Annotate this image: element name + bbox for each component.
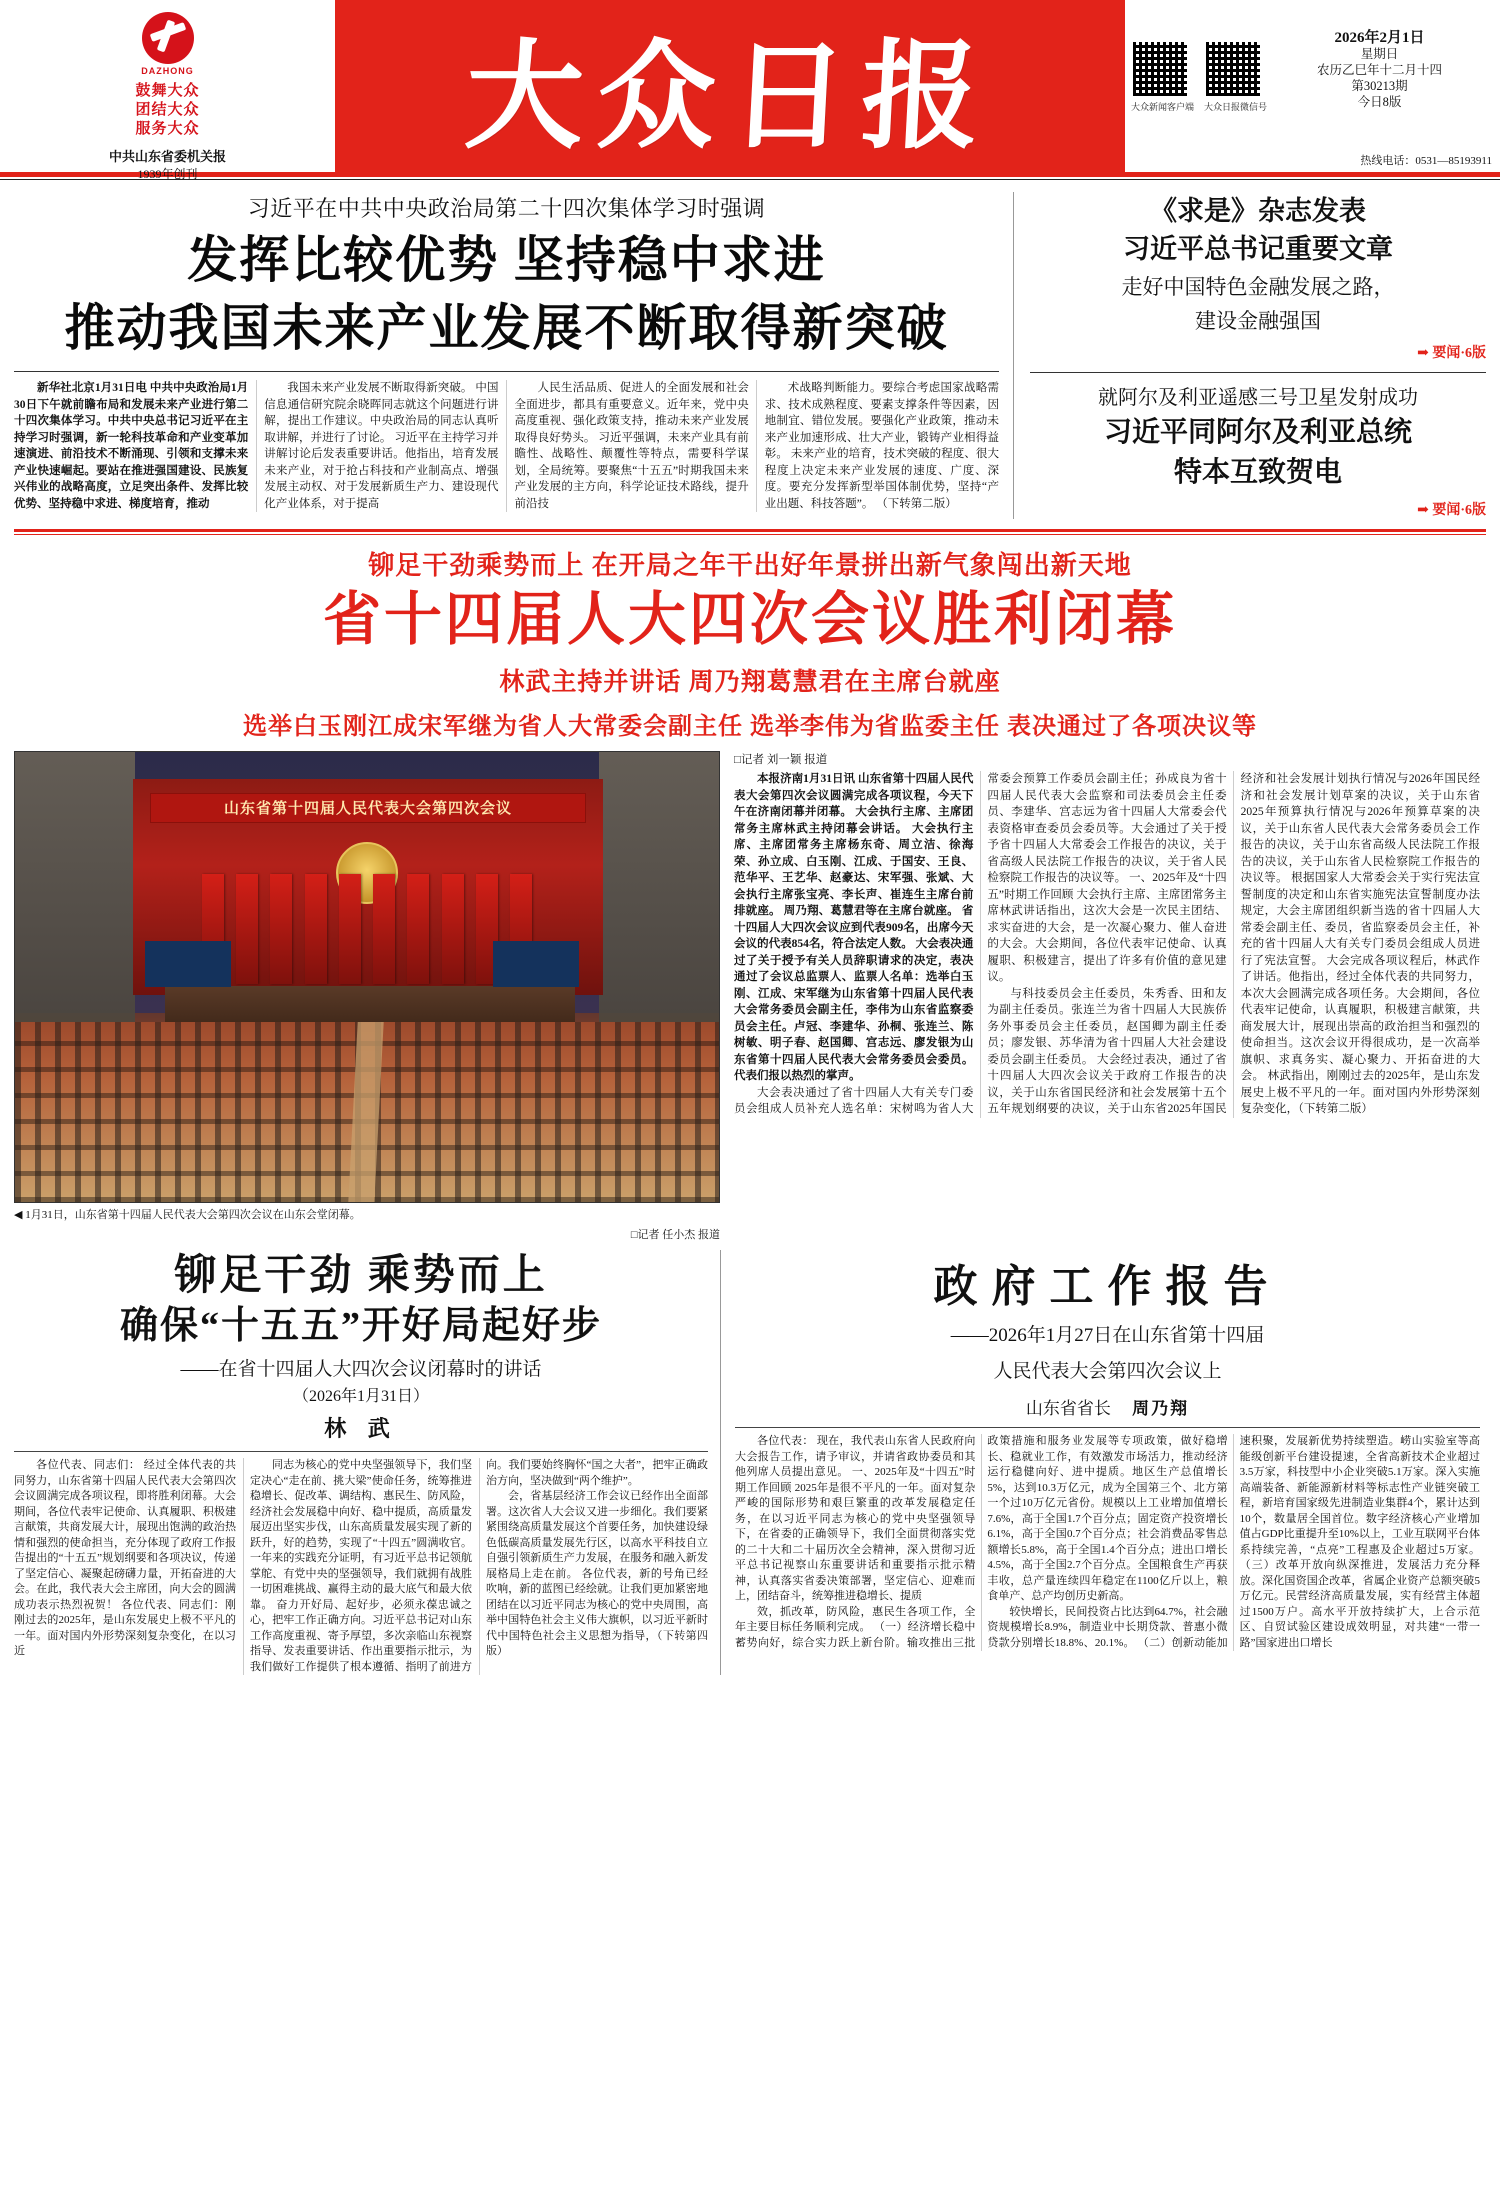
issue-weekday: 星期日 <box>1360 47 1399 61</box>
speech-body <box>14 1458 708 1675</box>
speech-date: （2026年1月31日） <box>292 1388 429 1405</box>
gwr-col-1: 各位代表： 现在，我代表山东省人民政府向大会报告工作，请予审议，并请省政协委员和其他列席人员提出意见。 一、2025年及“十四五”时期工作回顾 2025年是很不平凡的一年。面对复杂严峻的国际形势和艰巨繁重的改革发展稳定任务，在以习近平同志为核心的党中央坚强领导下，在省委的正确领导下，我们全面贯彻落实党的二十大和二十届历次全会精神，深入贯彻习近平总书记视察山东重要讲话和重要指示批示精神，认真落实省委决策部署，坚定信心、迎难而上，团结奋斗，统筹推进稳增长、提质 <box>735 1435 976 1602</box>
npc-col-1: 本报济南1月31日讯 山东省第十四届人民代表大会第四次会议圆满完成各项议程，今天下午在济南闭幕并闭幕。 大会执行主席、主席团常务主席林武主持闭幕会讲话。 大会执行主席、主席团常务主席杨东奇、周立洁、徐海荣、孙立成、白玉刚、江成、于国安、王良、范华平、王艺华、赵豪达、宋军强、张斌、大会执行主席张宝亮、李长声、崔连生主席台前排就座。 周乃翔、葛慧君等在主席台就座。 省十四届人大四次会议应到代表909名，出席今天会议的代表854名，符合法定人数。 大会表决通过了关于授予有关人员辞职请求的决定，表决通过了会议总监票人、监票人名单：选举白玉刚、江成、宋军继为山东省第十四届人民代表大会常务委员会副主任，李伟为山东省监察委员会主任。卢冠、李建华、孙桐、张连兰、陈树敏、明子春、赵国卿、宫志远、廖发银为山东省第十四届人民代表大会常务委员会委员。代表们报以热烈的掌声。 <box>734 773 974 1082</box>
qiushi-sub-1: 走好中国特色金融发展之路， <box>1121 275 1395 299</box>
lead-story-col-4: 术战略判断能力。要综合考虑国家战略需求、技术成熟程度、要素支撑条件等因素，因地制宜、错位发展。要强化产业政策，推动未来产业加速形成、壮大产业，锻铸产业相得益彰。 未来产业的培育，技术突破的程度、很大程度上决定未来产业发展的速度、广度、深度。要充分发挥新型举国体制优势，坚持“产业出题、科技答题”。 （下转第二版） <box>764 382 999 510</box>
gwr-col-3: 较快增长，民间投资占比达到64.7%，社会融资规模增长8.9%，制造业中长期贷款、普惠小微贷款分别增长18.8%、20.1%。 （二）创新动能加速积聚，发展新优势持续塑造。崂山实验室等高能级创新平台建设提速，全省高新技术企业超过3.5万家，科技型中小企业突破5.1万家。深入实施高端装备、新能源新材料等标志性产业链突破工程，新培育国家级先进制造业集群4个，累计达到10个，数量居全国首位。数字经济核心产业增加值占GDP比重提升至10%以上，工业互联网平台体系持续完善，“点亮”工程惠及企业超过5万家。 （三）改革开放向纵深推进，发展活力充分释放。深化国资国企改革，省属企业资产总额突破5万亿元。民营经济高质量发展，实有经营主体超过1500万户。高水平开放持续扩大，上合示范区、自贸试验区建设成效明显，对共建“一带一路”国家进出口增长 <box>987 1435 1480 1649</box>
lead-story-kicker: 习近平在中共中央政治局第二十四次集体学习时强调 <box>247 196 766 221</box>
issue-date: 2026年2月1日 <box>1334 30 1425 46</box>
algeria-headline-2[interactable]: 特本互致贺电 <box>1173 457 1342 488</box>
section-rule-1 <box>14 529 1486 532</box>
npc-kicker: 铆足干劲乘势而上 在开局之年干出好年景拼出新气象闯出新天地 <box>368 551 1132 580</box>
speech-col-3: 会，省基层经济工作会议已经作出全面部署。这次省人大会议又进一步细化。我们要紧紧围绕高质量发展这个首要任务，加快建设绿色低碳高质量发展先行区，以高水平科技自立自强引领新质生产力发展，在服务和融入新发展格局上走在前。 各位代表，新的号角已经吹响，新的蓝图已经绘就。让我们更加紧密地团结在以习近平同志为核心的党中央周围，高举中国特色社会主义伟大旗帜，以习近平新时代中国特色社会主义思想为指导，（下转第四版） <box>486 1490 708 1657</box>
qr-app[interactable] <box>1131 40 1194 113</box>
lead-story-headline-1[interactable]: 发挥比较优势 坚持稳中求进 <box>187 232 826 288</box>
gwr-col-2: 效，抓改革，防风险，惠民生各项工作，全年主要目标任务顺利完成。 （一）经济增长稳中蓄势向好，综合实力跃上新台阶。输攻推出三批政策措施和服务业发展等专项政策，做好稳增长、稳就业工作，有效激发市场活力，推动经济运行稳健向好、进中提质。地区生产总值增长5%，达到10.3万亿元，成为全国第三个、北方第一个过10万亿元省份。规模以上工业增加值增长7.6%，高于全国1.7个百分点；固定资产投资增长6.1%，高于全国0.7个百分点；社会消费品零售总额增长5.8%，高于全国1.4个百分点；进出口增长4.5%，高于全国2.7个百分点。全国粮食生产再获丰收，总产量连续四年稳定在1100亿斤以上，粮食单产、总产均创历史新高。 <box>735 1435 1228 1649</box>
gwr-divider <box>735 1427 1480 1428</box>
algeria-headline-1[interactable]: 习近平同阿尔及利亚总统 <box>1103 417 1412 448</box>
dazhong-logo-icon <box>142 12 194 64</box>
issue-info <box>1267 30 1492 113</box>
npc-subhead-2: 选举白玉刚江成宋军继为省人大常委会副主任 选举李伟为省监委主任 表决通过了各项决议等 <box>243 714 1257 740</box>
qr-app-caption: 大众新闻客户端 <box>1131 102 1195 112</box>
qr-wechat-caption: 大众日报微信号 <box>1204 102 1268 112</box>
speech-author: 林 武 <box>324 1416 398 1441</box>
gwr-subtitle-2: 人民代表大会第四次会议上 <box>993 1361 1222 1382</box>
qiushi-page-ref[interactable]: ➡ 要闻·6版 <box>1417 346 1486 361</box>
slogan-line-1: 鼓舞大众 <box>135 83 200 99</box>
top-story-section <box>0 180 1500 519</box>
qiushi-headline-2[interactable]: 习近平总书记重要文章 <box>1123 234 1393 264</box>
speech-headline-2[interactable]: 确保“十五五”开好局起好步 <box>119 1305 602 1347</box>
npc-photo-column <box>14 751 720 1242</box>
speech-headline-1[interactable]: 铆足干劲 乘势而上 <box>174 1253 548 1299</box>
bottom-section <box>0 1242 1500 1675</box>
speech-subtitle: ——在省十四届人大四次会议闭幕时的讲话 <box>180 1359 542 1380</box>
qiushi-sub-2: 建设金融强国 <box>1195 309 1321 333</box>
npc-headline[interactable]: 省十四届人大四次会议胜利闭幕 <box>322 587 1177 652</box>
npc-story-section <box>0 535 1500 1242</box>
npc-col-3: 与科技委员会主任委员，朱秀香、田和友为副主任委员。张连兰为省十四届人大民族侨务外事委员会主任委员，赵国卿为副主任委员；廖发银、苏华清为省十四届人大社会建设委员会副主任委员。 大会经过表决，通过了省十四届人大四次会议关于政府工作报告的决议，关于山东省国民经济和社会发展第十五个五年规划纲要的决议，关于山东省2025年国民经济和社会发展计划执行情况与2026年国民经济和社会发展计划草案的决议，关于山东省2025年预算执行情况与2026年预算草案的决议，关于山东省人民代表大会常务委员会工作报告的决议，关于山东省高级人民法院工作报告的决议，关于山东省人民检察院工作报告的决议等。 根据国家人大常委会关于实行宪法宣誓制度的决定和山东省实施宪法宣誓制度办法规定，大会主席团组织新当选的省十四届人大常委会副主任、委员，省监察委员会主任，补充的省十四届人大有关专门委员会组成人员进行了宪法宣誓。 大会完成各项议程后，林武作了讲话。他指出，经过全体代表的共同努力，本次大会圆满完成各项任务。大会期间，各位代表牢记使命，认真履职，积极建言献策，共商发展大计，展现出崇高的政治担当和强烈的使命担当。这次会议开得很成功，是一次高举旗帜、求真务实、凝心聚力、开拓奋进的大会。 林武指出，刚刚过去的2025年，是山东发展史上极不平凡的一年。面对国内外形势深刻复杂变化，（下转第二版） <box>987 773 1480 1115</box>
qr-wechat[interactable] <box>1204 40 1267 113</box>
right-divider <box>1030 372 1486 373</box>
issue-lunar: 农历乙巳年十二月十四 <box>1317 63 1443 77</box>
npc-photo-banner-text: 山东省第十四届人民代表大会第四次会议 <box>150 793 586 823</box>
qiushi-headline-1[interactable]: 《求是》杂志发表 <box>1150 196 1366 226</box>
lead-story-col-3: 人民生活品质、促进人的全面发展和社会全面进步，都具有重要意义。近年来，党中央高度重视、强化政策支持，推动未来产业发展取得良好势头。 习近平强调，未来产业具有前瞻性、战略性、颠覆性等特点，需要科学谋划，全局统筹。要聚焦“十五五”时期我国未来产业发展的主方向，科学论证技术路线，提升前沿技 <box>514 382 749 510</box>
masthead-slogan <box>135 82 199 139</box>
speech-col-2: 同志为核心的党中央坚强领导下，我们坚定决心“走在前、挑大梁”使命任务，统筹推进稳增长、促改革、调结构、惠民生、防风险，经济社会发展稳中向好、稳中提质，高质量发展迈出坚实步伐，山东高质量发展实现了新的跃升，好的趋势，实现了“十四五”圆满收官。一年来的实践充分证明，有习近平总书记领航掌舵、有党中央的坚强领导，我们就拥有战胜一切困难挑战、赢得主动的最大底气和最大依靠。 奋力开好局、起好步，必须永葆忠诚之心，把牢工作正确方向。习近平总书记对山东工作高度重视、寄予厚望，多次亲临山东视察指导、发表重要讲话、作出重要指示批示，为我们做好工作提供了根本遵循、指明了前进方向。我们要始终胸怀“国之大者”，把牢正确政治方向，坚决做到“两个维护”。 <box>250 1459 708 1673</box>
npc-text-column <box>720 751 1480 1242</box>
publisher-org: 中共山东省委机关报 <box>108 149 226 164</box>
gwr-body <box>735 1434 1480 1651</box>
gwr-title[interactable]: 政府工作报告 <box>933 1262 1282 1311</box>
masthead-nameplate-area <box>335 0 1125 172</box>
gwr-author-name: 周乃翔 <box>1132 1399 1190 1418</box>
masthead-left <box>0 0 335 181</box>
flag-row <box>202 874 532 984</box>
issue-pages: 今日8版 <box>1357 95 1402 109</box>
slogan-line-2: 团结大众 <box>135 102 200 118</box>
hotline: 热线电话：0531—85193911 <box>1360 155 1492 167</box>
npc-subhead-1: 林武主持并讲话 周乃翔葛慧君在主席台就座 <box>499 669 1001 696</box>
gwr-author-role: 山东省省长 <box>1025 1399 1111 1418</box>
algeria-kicker: 就阿尔及利亚遥感三号卫星发射成功 <box>1098 387 1418 409</box>
lead-story <box>14 192 1014 519</box>
issue-number: 第30213期 <box>1351 79 1408 93</box>
slogan-line-3: 服务大众 <box>135 121 200 137</box>
founded-year: 1939年创刊 <box>137 167 198 181</box>
speech-divider <box>14 1451 708 1452</box>
top-right-stories <box>1014 192 1486 519</box>
lead-story-body <box>14 380 999 512</box>
masthead <box>0 0 1500 181</box>
government-work-report <box>720 1250 1480 1675</box>
npc-article-body <box>734 771 1480 1118</box>
lead-story-col-2: 我国未来产业发展不断取得新突破。 中国信息通信研究院余晓晖同志就这个问题进行讲解，提出工作建议。中央政治局的同志认真听取讲解，并进行了讨论。 习近平在主持学习并讲解讨论后发表重要讲话。他指出，培育发展未来产业，对于抢占科技和产业制高点、增强发展主动权、对于发展新质生产力、建设现代化产业体系，对于提高 <box>264 382 499 510</box>
npc-col-2: 大会表决通过了省十四届人大有关专门委员会组成人员补充人选名单：宋树鸣为省人大常委会预算工作委员会副主任；孙成良为省十四届人民代表大会监察和司法委员会主任委员、李建华、宫志远为省十四届人大常委会代表资格审查委员会委员等。大会通过了关于授予省十四届人大常委会工作报告的决议，关于省高级人民法院工作报告的决议，关于省人民检察院工作报告的决议等。 一、2025年及“十四五”时期工作回顾 大会执行主席、主席团常务主席林武讲话指出，这次大会是一次民主团结、求实奋进的大会，是一次凝心聚力、催人奋进的大会。大会期间，各位代表牢记使命、认真履职、积极建言，提出了许多有价值的意见建议。 <box>734 773 1227 1115</box>
qr-code-icon-wechat[interactable] <box>1204 40 1262 98</box>
paper-nameplate: 大众日报 <box>461 32 997 163</box>
lead-story-headline-2[interactable]: 推动我国未来产业发展不断取得新突破 <box>64 300 949 356</box>
paper-logo <box>141 12 194 76</box>
masthead-right <box>1125 0 1500 172</box>
npc-body <box>14 751 1486 1242</box>
qr-code-icon-app[interactable] <box>1131 40 1189 98</box>
speech-col-1: 各位代表、同志们： 经过全体代表的共同努力，山东省第十四届人民代表大会第四次会议圆满完成各项议程，即将胜利闭幕。大会期间，各位代表牢记使命、认真履职、积极建言献策，共商发展大计，展现出饱满的政治热情和强烈的使命担当，充分体现了政府工作报告提出的“十五五”规划纲要和各项决议，传递了坚定信心、凝聚起磅礴力量，开拓奋进的大会。在此，我代表大会主席团，向大会的圆满成功表示热烈祝贺！ 各位代表、同志们：刚刚过去的2025年，是山东发展史上极不平凡的一年。面对国内外形势深刻复杂变化，在以习近 <box>14 1459 236 1657</box>
qr-codes <box>1131 30 1267 113</box>
logo-pinyin: DAZHONG <box>141 66 194 76</box>
npc-byline: □记者 刘一颖 报道 <box>734 754 828 766</box>
lead-story-col-1: 新华社北京1月31日电 中共中央政治局1月30日下午就前瞻布局和发展未来产业进行第二十四次集体学习。中共中央总书记习近平在主持学习时强调，新一轮科技革命和产业变革加速演进、前沿技术不断涌现、引领和支撑未来产业快速崛起。要站在推进强国建设、民族复兴伟业的战略高度，立足突出条件、发挥比较优势、坚持稳中求进、梯度培育，推动 <box>14 382 249 510</box>
gwr-subtitle-1: ——2026年1月27日在山东省第十四届 <box>950 1325 1265 1346</box>
lead-story-divider <box>14 371 999 372</box>
hall-screen-left <box>145 941 231 987</box>
npc-photo <box>14 751 720 1203</box>
gwr-author <box>735 1394 1480 1419</box>
algeria-page-ref[interactable]: ➡ 要闻·6版 <box>1417 503 1486 518</box>
masthead-rule <box>0 172 1500 177</box>
speech-article <box>14 1250 720 1675</box>
npc-photo-caption: ◀ 1月31日，山东省第十四届人民代表大会第四次会议在山东会堂闭幕。 <box>14 1209 361 1221</box>
npc-photo-byline: □记者 任小杰 报道 <box>630 1229 720 1241</box>
hall-screen-right <box>493 941 579 987</box>
